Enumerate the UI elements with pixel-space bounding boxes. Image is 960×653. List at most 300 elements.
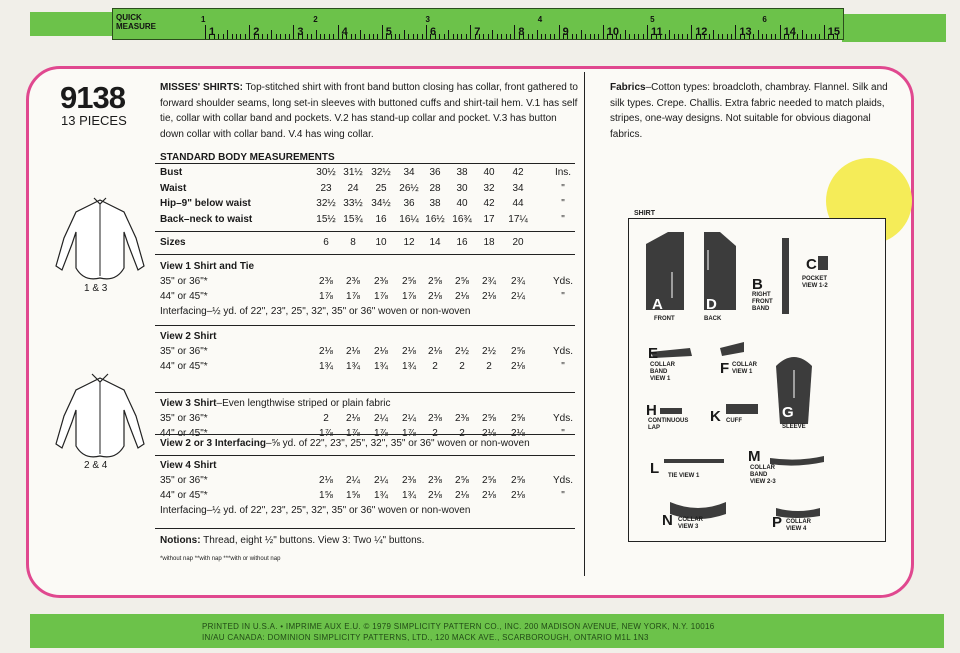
ruler-number: 2 bbox=[253, 26, 260, 38]
table-rule bbox=[155, 254, 575, 255]
table-cell: 23 bbox=[320, 182, 332, 194]
ruler-tick bbox=[691, 25, 692, 39]
green-strip-left bbox=[30, 12, 114, 36]
shirt-figure-view-1-3 bbox=[44, 192, 156, 284]
piece-name-l: TIE VIEW 1 bbox=[668, 473, 700, 479]
green-strip-right bbox=[842, 14, 946, 42]
piece-letter-d: D bbox=[706, 296, 717, 313]
table-cell: 1⅝ bbox=[319, 490, 333, 501]
piece-name-n: COLLAR VIEW 3 bbox=[678, 517, 703, 530]
ruler-tick bbox=[240, 34, 241, 39]
table-cell: 2⅛ bbox=[428, 291, 442, 302]
ruler-tick bbox=[338, 25, 339, 39]
ruler-tick bbox=[629, 34, 630, 39]
ruler-tick bbox=[594, 34, 595, 39]
ruler-number: 15 bbox=[827, 26, 841, 38]
piece-pocket-shape bbox=[818, 256, 828, 270]
ruler-tick bbox=[293, 25, 294, 39]
size-cell: 8 bbox=[350, 237, 356, 248]
ruler-tick bbox=[559, 25, 560, 39]
ruler-tick bbox=[709, 34, 710, 39]
unit-cell: Yds. bbox=[552, 475, 573, 486]
table-cell: 2¾ bbox=[482, 276, 496, 287]
ruler-tick bbox=[603, 25, 604, 39]
ruler-tick bbox=[819, 34, 820, 39]
ruler-tick bbox=[267, 34, 268, 39]
ruler-tick bbox=[461, 34, 462, 39]
piece-letter-h: H bbox=[646, 402, 657, 419]
unit-cell: Yds. bbox=[552, 276, 573, 287]
yardage-label: 44" or 45"* bbox=[160, 361, 208, 372]
ruler-tick bbox=[528, 34, 529, 39]
table-cell: 2⅝ bbox=[482, 413, 496, 424]
ruler-tick bbox=[510, 34, 511, 39]
ruler-tick bbox=[532, 34, 533, 39]
ruler-tick bbox=[665, 34, 666, 39]
ruler-tick bbox=[457, 34, 458, 39]
piece-name-m: COLLAR BAND VIEW 2-3 bbox=[750, 465, 776, 485]
table-cell: 2⅝ bbox=[511, 413, 525, 424]
yardage-label: 35" or 36"* bbox=[160, 475, 208, 486]
table-cell: 31½ bbox=[343, 167, 363, 178]
ruler-number: 4 bbox=[341, 26, 348, 38]
ruler-tick bbox=[364, 34, 365, 39]
table-cell: 34 bbox=[403, 167, 415, 178]
piece-collar-4-shape bbox=[776, 508, 820, 518]
ruler-tick bbox=[735, 25, 736, 39]
ruler-tick bbox=[399, 34, 400, 39]
ruler-number: 6 bbox=[430, 26, 437, 38]
ruler-tick bbox=[276, 34, 277, 39]
ruler-number: 12 bbox=[695, 26, 708, 38]
size-cell: 6 bbox=[323, 237, 329, 248]
ruler-number: 3 bbox=[297, 26, 304, 38]
piece-collar-shape bbox=[720, 342, 744, 356]
table-cell: 2⅛ bbox=[455, 490, 469, 501]
ruler-tick bbox=[232, 34, 233, 39]
piece-name-g: SLEEVE bbox=[782, 424, 806, 430]
size-cell: 12 bbox=[403, 237, 415, 248]
piece-letter-m: M bbox=[748, 448, 761, 465]
ruler-tick bbox=[205, 25, 206, 39]
ruler-number: 13 bbox=[739, 26, 752, 38]
ruler-tick bbox=[316, 30, 317, 39]
ruler-tick bbox=[497, 34, 498, 39]
ruler-tick bbox=[625, 30, 626, 39]
unit-cell: " bbox=[561, 213, 565, 225]
size-cell: 18 bbox=[483, 237, 495, 248]
ruler-tick bbox=[620, 34, 621, 39]
ruler-tick bbox=[771, 34, 772, 39]
ruler-tick bbox=[753, 34, 754, 39]
table-cell: 38 bbox=[456, 167, 468, 178]
sizes-label: Sizes bbox=[160, 237, 186, 248]
piece-name-e: COLLAR BAND VIEW 1 bbox=[650, 362, 675, 382]
ruler-tick bbox=[395, 34, 396, 39]
ruler-tick bbox=[377, 34, 378, 39]
piece-letter-g: G bbox=[782, 404, 794, 421]
table-cell: 2⅝ bbox=[511, 475, 525, 486]
table-cell: 36 bbox=[403, 198, 415, 209]
table-cell: 2¾ bbox=[511, 276, 525, 287]
table-cell: 16¼ bbox=[399, 213, 419, 225]
ruler-tick bbox=[506, 34, 507, 39]
ruler-small-number: 4 bbox=[537, 15, 543, 24]
table-cell: 30 bbox=[456, 182, 468, 194]
ruler-tick bbox=[280, 34, 281, 39]
table-cell: 1¾ bbox=[402, 361, 416, 372]
table-cell: 2⅝ bbox=[511, 346, 525, 357]
ruler-tick bbox=[806, 34, 807, 39]
ruler-tick bbox=[360, 30, 361, 39]
yardage-label: 35" or 36"* bbox=[160, 276, 208, 287]
notions-text: Thread, eight ½" buttons. View 3: Two ¼" buttons. bbox=[200, 535, 425, 546]
ruler-tick bbox=[727, 34, 728, 39]
table-cell: 2 bbox=[459, 361, 465, 372]
unit-cell: " bbox=[561, 291, 565, 302]
table-rule bbox=[155, 528, 575, 529]
ruler-tick bbox=[422, 34, 423, 39]
quick-label: QUICK bbox=[116, 13, 142, 22]
piece-letter-k: K bbox=[710, 408, 721, 425]
ruler-tick bbox=[289, 34, 290, 39]
table-cell: 2⅜ bbox=[374, 276, 388, 287]
ruler-tick bbox=[718, 34, 719, 39]
ruler-tick bbox=[470, 25, 471, 39]
table-cell: 24 bbox=[347, 182, 359, 194]
unit-cell: " bbox=[561, 198, 565, 209]
ruler-tick bbox=[417, 34, 418, 39]
notions bbox=[160, 535, 424, 546]
piece-tie-shape bbox=[664, 459, 724, 463]
ruler-tick bbox=[762, 34, 763, 39]
table-cell: 44 bbox=[512, 198, 524, 209]
ruler-tick bbox=[514, 25, 515, 39]
piece-letter-l: L bbox=[650, 460, 660, 477]
table-rule bbox=[155, 455, 575, 456]
table-cell: 2⅛ bbox=[428, 490, 442, 501]
bottom-band bbox=[30, 614, 944, 648]
ruler-tick bbox=[802, 30, 803, 39]
table-cell: 2⅝ bbox=[482, 475, 496, 486]
interfacing-2-3-title: View 2 or 3 Interfacing–⅝ yd. of 22", 23", 25", 32", 35" or 36" woven or non-woven bbox=[160, 438, 530, 449]
table-cell: 2⅛ bbox=[511, 490, 525, 501]
ruler-tick bbox=[355, 34, 356, 39]
measurement-label: Waist bbox=[160, 182, 187, 194]
ruler-tick bbox=[682, 34, 683, 39]
piece-name-h: CONTINUOUS LAP bbox=[648, 418, 689, 431]
description-text: Top-stitched shirt with front band button closing has collar, front gathered to forward shoulder seams, long set-in sleeves with buttoned cuffs and shirt-tail hem. V.1 has self tie, collar with collar band and pockets. V.2 has stand-up collar and pocket. V.3 has button down collar with collar band. V.4 has wing collar. bbox=[160, 82, 578, 140]
measurements-title: STANDARD BODY MEASUREMENTS bbox=[160, 152, 335, 163]
table-cell: 1¾ bbox=[346, 361, 360, 372]
table-cell: 40 bbox=[483, 167, 495, 178]
ruler-small-number: 5 bbox=[650, 15, 655, 24]
size-cell: 10 bbox=[375, 237, 387, 248]
unit-cell: Yds. bbox=[552, 413, 573, 424]
description-title: MISSES' SHIRTS: bbox=[160, 82, 243, 93]
ruler-tick bbox=[311, 34, 312, 39]
table-cell: 2¼ bbox=[374, 413, 388, 424]
ruler-tick bbox=[373, 34, 374, 39]
piece-cuff-shape bbox=[726, 404, 758, 414]
table-cell: 2⅛ bbox=[374, 346, 388, 357]
piece-name-k: CUFF bbox=[726, 418, 742, 424]
table-cell: 2⅜ bbox=[455, 413, 469, 424]
table-cell: 2⅝ bbox=[455, 475, 469, 486]
ruler-tick bbox=[369, 34, 370, 39]
size-cell: 14 bbox=[429, 237, 441, 248]
ruler-tick bbox=[448, 30, 449, 39]
ruler-tick bbox=[541, 34, 542, 39]
table-cell: 2⅜ bbox=[346, 276, 360, 287]
table-cell: 2 bbox=[486, 361, 492, 372]
table-rule bbox=[155, 392, 575, 393]
fabrics-text bbox=[610, 80, 900, 142]
table-cell: 38 bbox=[429, 198, 441, 209]
ruler-tick bbox=[249, 25, 250, 39]
ruler-tick bbox=[271, 30, 272, 39]
ruler-number: 11 bbox=[651, 26, 663, 38]
size-cell: 16 bbox=[456, 237, 468, 248]
ruler-tick bbox=[643, 34, 644, 39]
table-cell: 33½ bbox=[343, 198, 363, 209]
table-cell: 2⅝ bbox=[402, 276, 416, 287]
table-cell: 2⅜ bbox=[319, 276, 333, 287]
table-cell: 1⅞ bbox=[319, 291, 333, 302]
table-cell: 1⅞ bbox=[346, 291, 360, 302]
table-cell: 2⅛ bbox=[319, 346, 333, 357]
ruler-tick bbox=[404, 30, 405, 39]
table-cell: 17¼ bbox=[508, 213, 528, 225]
table-cell: 25 bbox=[375, 182, 387, 194]
ruler-tick bbox=[815, 34, 816, 39]
ruler-tick bbox=[634, 34, 635, 39]
ruler-tick bbox=[245, 34, 246, 39]
ruler-tick bbox=[824, 25, 825, 39]
ruler-tick bbox=[797, 34, 798, 39]
fabrics-title: Fabrics bbox=[610, 82, 646, 93]
table-cell: 2¼ bbox=[374, 475, 388, 486]
table-cell: 2⅛ bbox=[319, 475, 333, 486]
ruler-tick bbox=[598, 34, 599, 39]
piece-letter-c: C bbox=[806, 256, 817, 273]
figure-label-1-3: 1 & 3 bbox=[84, 283, 108, 294]
ruler-tick bbox=[811, 34, 812, 39]
ruler-tick bbox=[492, 30, 493, 39]
measurement-label: Hip–9" below waist bbox=[160, 198, 251, 209]
interfacing-note: Interfacing–½ yd. of 22", 23", 25", 32", 35" or 36" woven or non-woven bbox=[160, 306, 471, 317]
table-cell: 16 bbox=[375, 213, 387, 225]
table-cell: 34½ bbox=[371, 198, 391, 209]
interfacing-note: Interfacing–½ yd. of 22", 23", 25", 32", 35" or 36" woven or non-woven bbox=[160, 505, 471, 516]
table-rule bbox=[155, 231, 575, 232]
table-cell: 26½ bbox=[399, 182, 419, 194]
ruler-number: 8 bbox=[518, 26, 525, 38]
unit-cell: " bbox=[561, 182, 565, 194]
fabrics-body: –Cotton types: broadcloth, chambray. Flannel. Silk and silk types. Crepe. Challis. Extra fabric needed to match plaids, stripes, one-way designs. Not suitable for obvious diagonal fabrics. bbox=[610, 82, 888, 140]
column-divider bbox=[584, 72, 585, 576]
ruler-tick bbox=[351, 34, 352, 39]
ruler-tick bbox=[236, 34, 237, 39]
measure-label: MEASURE bbox=[116, 22, 157, 31]
yardage-label: 44" or 45"* bbox=[160, 291, 208, 302]
table-rule bbox=[155, 434, 575, 435]
table-cell: 1¾ bbox=[319, 361, 333, 372]
table-cell: 32½ bbox=[371, 167, 391, 178]
piece-letter-e: E bbox=[648, 345, 659, 362]
ruler-number: 10 bbox=[606, 26, 620, 38]
table-rule bbox=[155, 163, 575, 164]
piece-name-p: COLLAR VIEW 4 bbox=[786, 519, 811, 532]
table-cell: 2⅛ bbox=[346, 346, 360, 357]
table-cell: 2½ bbox=[482, 346, 496, 357]
ruler-tick bbox=[329, 34, 330, 39]
figure-label-2-4: 2 & 4 bbox=[84, 460, 108, 471]
ruler-tick bbox=[647, 25, 648, 39]
piece-name-b: RIGHT FRONT BAND bbox=[752, 292, 773, 312]
table-cell: 1⅝ bbox=[346, 490, 360, 501]
table-cell: 40 bbox=[456, 198, 468, 209]
table-cell: 2⅛ bbox=[482, 291, 496, 302]
ruler-tick bbox=[550, 34, 551, 39]
ruler-tick bbox=[554, 34, 555, 39]
ruler-tick bbox=[758, 30, 759, 39]
ruler-tick bbox=[408, 34, 409, 39]
ruler-small-number: 1 bbox=[201, 15, 206, 24]
ruler-tick bbox=[333, 34, 334, 39]
ruler-tick bbox=[590, 34, 591, 39]
ruler-tick bbox=[669, 30, 670, 39]
table-cell: 2⅛ bbox=[482, 490, 496, 501]
table-rule bbox=[155, 325, 575, 326]
table-cell: 1¾ bbox=[402, 490, 416, 501]
shirt-figure-view-2-4 bbox=[44, 370, 156, 462]
ruler-tick bbox=[426, 25, 427, 39]
unit-cell: " bbox=[561, 361, 565, 372]
view-subtitle: –Even lengthwise striped or plain fabric bbox=[216, 398, 391, 409]
ruler-tick bbox=[223, 34, 224, 39]
printed-line-1: PRINTED IN U.S.A. • IMPRIME AUX E.U. © 1979 SIMPLICITY PATTERN CO., INC. 200 MADISON AVENUE, NEW YORK, N.Y. 10016 bbox=[202, 622, 715, 631]
ruler-number: 14 bbox=[783, 26, 796, 38]
table-cell: 17 bbox=[483, 213, 495, 225]
view-title: View 2 Shirt bbox=[160, 331, 217, 342]
table-cell: 2¼ bbox=[346, 475, 360, 486]
ruler-tick bbox=[545, 34, 546, 39]
ruler-tick bbox=[324, 34, 325, 39]
table-cell: 16½ bbox=[425, 213, 445, 225]
piece-letter-f: F bbox=[720, 360, 730, 377]
ruler-small-number: 6 bbox=[762, 15, 767, 24]
footnote: *without nap **with nap ***with or without nap bbox=[160, 556, 281, 562]
ruler-tick bbox=[731, 34, 732, 39]
ruler-tick bbox=[638, 34, 639, 39]
view-title: View 3 Shirt–Even lengthwise striped or plain fabric bbox=[160, 398, 391, 409]
printed-line-2: IN/AU CANADA: DOMINION SIMPLICITY PATTERNS, LTD., 120 MACK AVE., SCARBOROUGH, ONTARIO M1L 1N3 bbox=[202, 633, 649, 642]
table-cell: 36 bbox=[429, 167, 441, 178]
pattern-number: 9138 bbox=[60, 80, 125, 115]
pieces-count: 13 PIECES bbox=[61, 113, 127, 128]
table-cell: 2 bbox=[432, 361, 438, 372]
table-cell: 1¾ bbox=[374, 361, 388, 372]
table-cell: 2⅛ bbox=[511, 361, 525, 372]
ruler-tick bbox=[227, 30, 228, 39]
shirt-pieces-title: SHIRT bbox=[634, 210, 655, 217]
table-cell: 30½ bbox=[316, 167, 336, 178]
piece-name-f: COLLAR VIEW 1 bbox=[732, 362, 757, 375]
notions-title: Notions: bbox=[160, 535, 201, 546]
table-cell: 2 bbox=[323, 413, 329, 424]
ruler-tick bbox=[687, 34, 688, 39]
ruler-tick bbox=[488, 34, 489, 39]
view-title: View 1 Shirt and Tie bbox=[160, 261, 255, 272]
table-cell: 34 bbox=[512, 182, 524, 194]
ruler-tick bbox=[444, 34, 445, 39]
ruler-tick bbox=[713, 30, 714, 39]
table-cell: 1¾ bbox=[374, 490, 388, 501]
piece-letter-b: B bbox=[752, 276, 763, 293]
ruler-tick bbox=[483, 34, 484, 39]
table-cell: 2⅛ bbox=[346, 413, 360, 424]
ruler-tick bbox=[307, 34, 308, 39]
piece-letter-p: P bbox=[772, 514, 783, 531]
quick-measure-label bbox=[116, 13, 156, 31]
table-cell: 2⅝ bbox=[455, 276, 469, 287]
ruler-tick bbox=[320, 34, 321, 39]
interfacing-2-3-text: –⅝ yd. of 22", 23", 25", 32", 35" or 36" woven or non-woven bbox=[265, 438, 530, 449]
table-cell: 2⅜ bbox=[428, 413, 442, 424]
ruler-small-number: 3 bbox=[425, 15, 430, 24]
ruler-tick bbox=[576, 34, 577, 39]
table-cell: 16¾ bbox=[452, 213, 472, 225]
table-cell: 15½ bbox=[316, 213, 336, 225]
ruler-tick bbox=[766, 34, 767, 39]
measurement-label: Bust bbox=[160, 167, 183, 178]
table-cell: 2⅜ bbox=[402, 475, 416, 486]
ruler-number: 5 bbox=[385, 26, 392, 38]
ruler-tick bbox=[537, 30, 538, 39]
piece-name-a: FRONT bbox=[654, 316, 675, 322]
table-cell: 28 bbox=[429, 182, 441, 194]
ruler-tick bbox=[218, 34, 219, 39]
ruler-tick bbox=[678, 34, 679, 39]
ruler-tick bbox=[382, 25, 383, 39]
ruler-tick bbox=[413, 34, 414, 39]
table-cell: 2½ bbox=[455, 346, 469, 357]
ruler-tick bbox=[262, 34, 263, 39]
ruler-tick bbox=[585, 34, 586, 39]
table-cell: 1⅞ bbox=[374, 291, 388, 302]
ruler-number: 9 bbox=[562, 26, 569, 38]
piece-lap-shape bbox=[660, 408, 682, 414]
yardage-label: 35" or 36"* bbox=[160, 413, 208, 424]
ruler-tick bbox=[466, 34, 467, 39]
yardage-label: 35" or 36"* bbox=[160, 346, 208, 357]
unit-cell: " bbox=[561, 490, 565, 501]
ruler-tick bbox=[285, 34, 286, 39]
table-cell: 42 bbox=[512, 167, 524, 178]
ruler-tick bbox=[439, 34, 440, 39]
ruler-tick bbox=[453, 34, 454, 39]
unit-cell: Yds. bbox=[552, 346, 573, 357]
view-title: View 4 Shirt bbox=[160, 460, 217, 471]
piece-letter-a: A bbox=[652, 296, 663, 313]
table-cell: 1⅞ bbox=[402, 291, 416, 302]
measurement-label: Back–neck to waist bbox=[160, 213, 253, 225]
table-cell: 2¼ bbox=[511, 291, 525, 302]
ruler-tick bbox=[722, 34, 723, 39]
size-cell: 20 bbox=[512, 237, 524, 248]
table-cell: 2⅜ bbox=[428, 475, 442, 486]
